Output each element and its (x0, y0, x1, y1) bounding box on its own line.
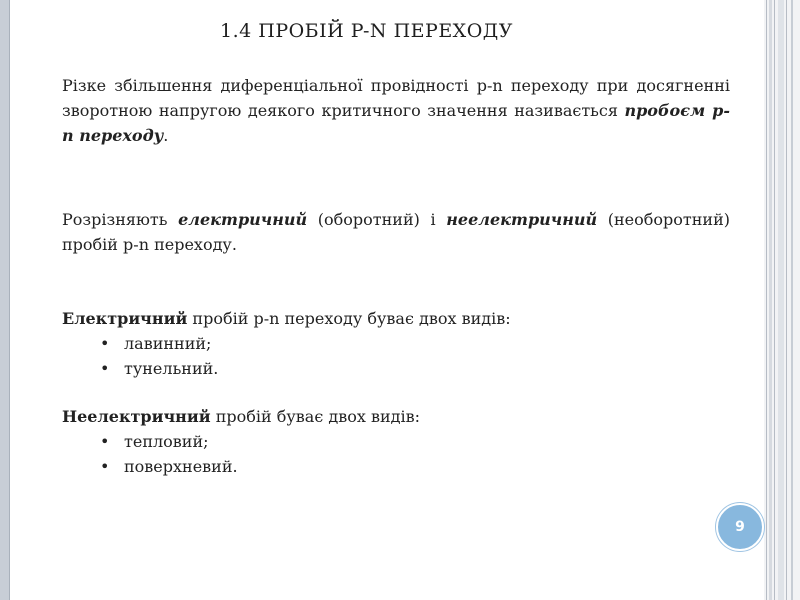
definition-text: Різке збільшення диференціальної провідності p-n переходу при досягненні зворотною напругою деякого критичного значення називається (62, 76, 730, 120)
definition-end: . (163, 126, 169, 145)
list-item-text: тепловий; (124, 432, 209, 451)
electrical-types-list (62, 331, 730, 381)
types-term-nonelectrical: неелектричний (446, 210, 598, 229)
nonelectrical-lead (62, 404, 730, 429)
types-term-electrical: електричний (178, 210, 308, 229)
bullet-icon: • (100, 359, 110, 378)
list-item-text: тунельний. (124, 359, 219, 378)
bullet-icon: • (100, 432, 110, 451)
types-paragraph (62, 207, 730, 257)
list-item-text: поверхневий. (124, 457, 238, 476)
list-item (62, 331, 730, 356)
nonelectrical-lead-bold: Неелектричний (62, 407, 211, 426)
nonelectrical-types-list (62, 429, 730, 479)
types-text-1: Розрізняють (62, 210, 179, 229)
nonelectrical-breakdown-section (62, 404, 730, 479)
types-text-3: (необоротний) пробій p-n переходу. (62, 210, 730, 254)
electrical-breakdown-section (62, 306, 730, 381)
page-number-badge: 9 (716, 503, 764, 551)
bullet-icon: • (100, 457, 110, 476)
electrical-lead-bold: Електричний (62, 309, 188, 328)
electrical-lead (62, 306, 730, 331)
left-border-decoration (0, 0, 10, 600)
right-border-decoration (764, 0, 800, 600)
definition-paragraph (62, 73, 730, 148)
definition-term: пробоєм p-n переходу (62, 101, 731, 145)
list-item-text: лавинний; (124, 334, 212, 353)
bullet-icon: • (100, 334, 110, 353)
slide-title: 1.4 ПРОБІЙ P-N ПЕРЕХОДУ (220, 20, 513, 42)
nonelectrical-lead-rest: пробій буває двох видів: (210, 407, 421, 426)
list-item (62, 429, 730, 454)
electrical-lead-rest: пробій p-n переходу буває двох видів: (187, 309, 511, 328)
list-item (62, 356, 730, 381)
types-text-2: (оборотний) і (307, 210, 447, 229)
list-item (62, 454, 730, 479)
